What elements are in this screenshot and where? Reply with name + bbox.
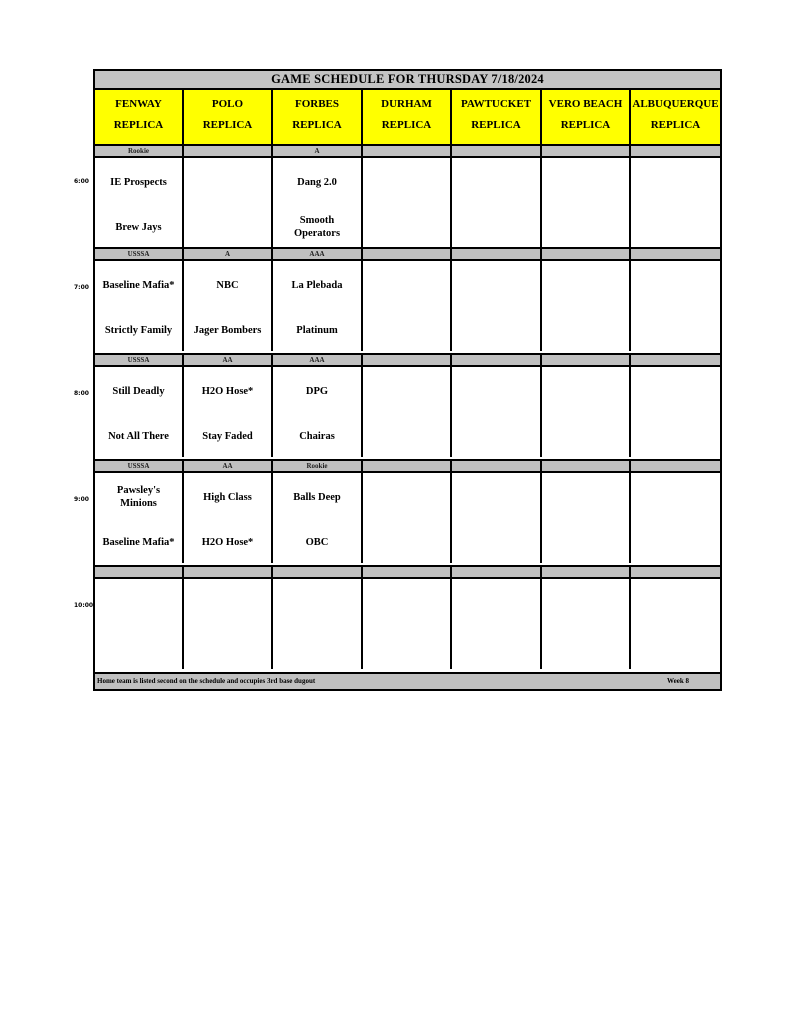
- game-cell: [363, 579, 452, 669]
- division-label: [363, 567, 452, 577]
- field-subtitle: REPLICA: [471, 119, 521, 131]
- away-team: DPG: [305, 386, 329, 397]
- away-team: NBC: [216, 280, 239, 291]
- game-cell: [452, 261, 542, 351]
- division-label: [363, 249, 452, 259]
- field-header-5: [542, 90, 631, 144]
- game-cell: [184, 367, 273, 457]
- field-header-6: [631, 90, 720, 144]
- field-subtitle: REPLICA: [292, 119, 342, 131]
- home-team: OBC: [305, 537, 329, 548]
- game-cell: [363, 158, 452, 248]
- division-label: A: [273, 146, 363, 156]
- game-cell: [542, 367, 631, 457]
- division-label: AA: [184, 461, 273, 471]
- division-label: [542, 461, 631, 471]
- game-cell: [273, 158, 363, 248]
- field-subtitle: REPLICA: [560, 119, 611, 131]
- game-cell: [95, 473, 184, 563]
- game-cell: [452, 579, 542, 669]
- game-cell: [631, 367, 720, 457]
- division-label: [542, 567, 631, 577]
- division-band: [95, 144, 720, 158]
- game-cell: [184, 158, 273, 248]
- field-subtitle: REPLICA: [113, 119, 164, 131]
- division-label: Rookie: [273, 461, 363, 471]
- division-band: [95, 459, 720, 473]
- field-name: DURHAM: [381, 98, 432, 110]
- game-cell: [273, 579, 363, 669]
- game-cell: [273, 367, 363, 457]
- division-label: [452, 567, 542, 577]
- division-label: [184, 567, 273, 577]
- field-name: FORBES: [294, 98, 339, 110]
- division-label: [542, 249, 631, 259]
- division-band: [95, 353, 720, 367]
- field-header-3: [363, 90, 452, 144]
- game-cell: [363, 367, 452, 457]
- field-header-4: [452, 90, 542, 144]
- division-label: [542, 146, 631, 156]
- division-label: [631, 461, 720, 471]
- field-name: ALBUQUERQUE: [632, 98, 719, 110]
- away-team: Balls Deep: [293, 492, 341, 503]
- game-cell: [273, 473, 363, 563]
- division-label: USSSA: [95, 249, 184, 259]
- schedule-footer: [95, 672, 720, 689]
- division-label: [363, 355, 452, 365]
- game-cell: [452, 473, 542, 563]
- division-band: [95, 247, 720, 261]
- away-team: IE Prospects: [110, 177, 167, 188]
- home-team: Platinum: [296, 325, 338, 336]
- game-cell: [184, 579, 273, 669]
- away-team: H2O Hose*: [201, 386, 254, 397]
- home-team: Jager Bombers: [193, 325, 262, 336]
- field-subtitle: REPLICA: [381, 119, 432, 131]
- game-cell: [452, 158, 542, 248]
- division-label: [452, 146, 542, 156]
- game-cell: [273, 261, 363, 351]
- division-label: [363, 146, 452, 156]
- division-label: USSSA: [95, 355, 184, 365]
- division-label: [542, 355, 631, 365]
- away-team: Pawsley's Minions: [116, 485, 161, 509]
- game-cell: [452, 367, 542, 457]
- game-cell: [95, 367, 184, 457]
- game-cell: [631, 261, 720, 351]
- division-label: [184, 146, 273, 156]
- division-label: [452, 355, 542, 365]
- division-label: [363, 461, 452, 471]
- division-label: [631, 355, 720, 365]
- division-label: AAA: [273, 355, 363, 365]
- home-team: Brew Jays: [115, 222, 162, 233]
- time-label: 7:00: [74, 284, 89, 291]
- home-team: H2O Hose*: [201, 537, 254, 548]
- division-label: USSSA: [95, 461, 184, 471]
- game-cell: [542, 158, 631, 248]
- field-name: PAWTUCKET: [460, 98, 532, 110]
- home-team: Not All There: [108, 431, 169, 442]
- game-cell: [542, 261, 631, 351]
- game-cell: [542, 473, 631, 563]
- field-header-0: [95, 90, 184, 144]
- field-name: FENWAY: [115, 98, 162, 110]
- game-cell: [184, 261, 273, 351]
- division-band: [95, 565, 720, 579]
- game-cell: [542, 579, 631, 669]
- field-header-1: [184, 90, 273, 144]
- division-label: AA: [184, 355, 273, 365]
- division-label: [631, 567, 720, 577]
- division-label: A: [184, 249, 273, 259]
- game-cell: [184, 473, 273, 563]
- schedule-title: GAME SCHEDULE FOR THURSDAY 7/18/2024: [95, 71, 720, 90]
- game-cell: [631, 158, 720, 248]
- away-team: Baseline Mafia*: [102, 280, 175, 291]
- division-label: [95, 567, 184, 577]
- home-team: Stay Faded: [202, 431, 253, 442]
- week-label: Week 8: [667, 677, 689, 685]
- division-label: AAA: [273, 249, 363, 259]
- division-label: [452, 249, 542, 259]
- division-label: [452, 461, 542, 471]
- game-cell: [95, 158, 184, 248]
- time-label: 9:00: [74, 496, 89, 503]
- field-name: VERO BEACH: [548, 98, 623, 110]
- time-label: 8:00: [74, 390, 89, 397]
- game-cell: [631, 579, 720, 669]
- home-team: Smooth Operators: [293, 215, 341, 239]
- division-label: [273, 567, 363, 577]
- home-team: Chairas: [299, 431, 335, 442]
- field-name: POLO: [211, 98, 244, 110]
- game-cell: [95, 261, 184, 351]
- field-header-2: [273, 90, 363, 144]
- home-team: Strictly Family: [104, 325, 173, 336]
- field-subtitle: REPLICA: [202, 119, 253, 131]
- time-label: 6:00: [74, 178, 89, 185]
- schedule-table: [93, 69, 722, 691]
- away-team: La Plebada: [291, 280, 343, 291]
- division-label: [631, 249, 720, 259]
- game-cell: [363, 261, 452, 351]
- home-team: Baseline Mafia*: [102, 537, 175, 548]
- home-team-note: Home team is listed second on the schedule and occupies 3rd base dugout: [97, 677, 316, 685]
- division-label: Rookie: [95, 146, 184, 156]
- division-label: [631, 146, 720, 156]
- time-label: 10:00: [74, 602, 94, 609]
- game-cell: [363, 473, 452, 563]
- away-team: Still Deadly: [112, 386, 165, 397]
- away-team: High Class: [203, 492, 252, 503]
- game-cell: [95, 579, 184, 669]
- away-team: Dang 2.0: [297, 177, 337, 188]
- game-cell: [631, 473, 720, 563]
- field-subtitle: REPLICA: [650, 119, 701, 131]
